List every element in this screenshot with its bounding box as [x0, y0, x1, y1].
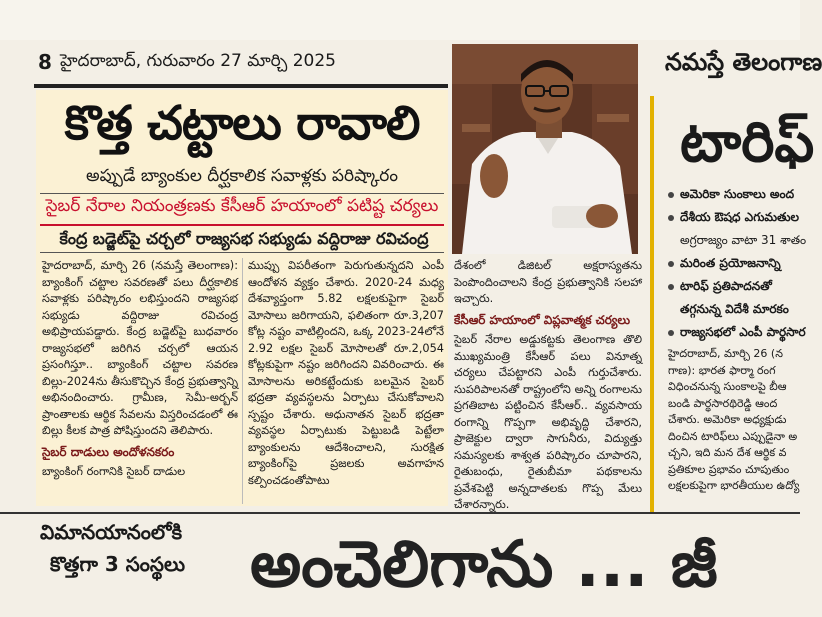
adjacent-page-masthead: నమస్తే తెలంగాణ	[665, 48, 822, 76]
col3-paragraph-1: దేశంలో డిజిటల్ అక్షరాస్యతను పెంపొందించాలని కేంద్ర ప్రభుత్వానికి సలహా ఇచ్చారు.	[454, 259, 642, 305]
right-body-line: చ్చని, ఇది మన దేశ ఆర్థిక వ	[668, 446, 787, 459]
article-column-3	[454, 258, 642, 511]
right-panel-body	[668, 346, 800, 495]
right-panel-bullet-list	[668, 183, 807, 344]
subhead-divider	[40, 193, 444, 194]
bullet-item: దేశీయ ఔషధ ఎగుమతుల	[668, 206, 800, 229]
right-body-line: గాణ): భారత ఫార్మా రంగ	[668, 363, 776, 377]
bullet-item: మరింత ప్రయోజనాన్ని	[668, 252, 800, 275]
bullet-item: రాజ్యసభలో ఎంపీ పార్థసార	[668, 321, 800, 344]
column-divider-1	[242, 258, 243, 504]
bullet-dot-icon	[668, 330, 674, 336]
article-column-1	[42, 258, 238, 504]
next-article-headline-partial: అంచెలిగాను ... జీ	[250, 528, 718, 602]
bullet-item: అమెరికా సుంకాలు అంద	[668, 183, 800, 206]
mp-speaking-photo	[452, 44, 638, 254]
right-body-line: లక్షలకుపైగా భారతీయుల ఉద్యో	[668, 479, 800, 492]
bottom-teaser-line-2: కొత్తగా 3 సంస్థలు	[50, 552, 186, 576]
right-body-line: విధించనున్న సుంకాలపై బీఆ	[668, 380, 787, 393]
bullet-dot-icon	[668, 192, 674, 198]
page-top-band	[0, 0, 800, 40]
article-headline: కొత్త చట్టాలు రావాలి	[64, 96, 420, 151]
bullet-item: టారిఫ్ ప్రతిపాదనతో	[668, 275, 800, 298]
article-subheadline: అప్పుడే బ్యాంకుల దీర్ఘకాలిక సవాళ్లకు పరిష్కారం	[85, 166, 399, 186]
col1-paragraph-1: హైదరాబాద్, మార్చి 26 (నమస్తే తెలంగాణ): బ్యాంకింగ్ చట్టాల సవరణతో పలు దీర్ఘకాలిక సవాళ్లకు పరిష్కారం లభిస్తుందని రాజ్యసభ సభ్యుడు వద్దిరాజు రవిచంద్ర అభిప్రాయపడ్డారు. కేంద్ర బడ్జెట్‌పై బుధవారం రాజ్యసభలో జరిగిన చర్చలో ఆయన ప్రసంగిస్తూ.. బ్యాంకింగ్ చట్టాల సవరణ బిల్లు-2024ను తీసుకొచ్చిన కేంద్ర ప్రభుత్వాన్ని అభినందించారు. గ్రామీణ, సెమీ-అర్బన్ ప్రాంతాలకు ఆర్థిక సేవలను విస్తరించడంలో ఈ బిల్లు కీలక పాత్ర పోషిస్తుందని తెలిపారు.	[42, 259, 238, 437]
bullet-dot-icon	[668, 261, 674, 267]
right-body-line: ప్రతికూల ప్రభావం చూపుతుం	[668, 462, 790, 476]
article-column-2	[248, 258, 444, 504]
bullet-dot-icon	[668, 215, 674, 221]
col3-paragraph-2: సైబర్ నేరాల అడ్డుకట్టకు తెలంగాణ తొలి ముఖ్యమంత్రి కేసీఆర్ పలు వినూత్న చర్యలు చేపట్టారని ఎంపీ గుర్తుచేశారు. సుపరిపాలనతో రాష్ట్రంలోని అన్ని రంగాలను ప్రగతిబాట పట్టించిన కేసీఆర్.. వ్యవసాయ రంగాన్ని గొప్పగా అభివృద్ధి చేశారని, ప్రాజెక్టుల ద్వారా సాగునీరు, విద్యుత్తు సమస్యలకు శాశ్వత పరిష్కారం చూపారని, రైతుబంధు, రైతుబీమా పథకాలను ప్రవేశపెట్టి అన్నదాతలకు గొప్ప మేలు చేశారన్నారు.	[454, 333, 642, 511]
article-deck: కేంద్ర బడ్జెట్‌పై చర్చలో రాజ్యసభ సభ్యుడు వద్దిరాజు రవిచంద్ర	[59, 229, 429, 248]
headline-top-rule	[34, 84, 448, 88]
bullet-item-continuation: అగ్రరాజ్యం వాటా 31 శాతం	[680, 233, 807, 247]
deck-divider	[40, 252, 444, 253]
article-highlight-line: సైబర్ నేరాల నియంత్రణకు కేసీఆర్ హయాంలో పటిష్ట చర్యలు	[45, 196, 439, 216]
right-body-line: హైదరాబాద్, మార్చి 26 (న	[668, 347, 783, 360]
bullet-dot-icon	[668, 284, 674, 290]
dateline: హైదరాబాద్, గురువారం 27 మార్చి 2025	[60, 51, 336, 71]
right-body-line: దించిన టారిఫ్‌లు ఎప్పుడైనా అ	[668, 429, 798, 443]
right-body-line: బండి పార్థసారథిరెడ్డి ఆంద	[668, 396, 778, 410]
col1-paragraph-2: బ్యాంకింగ్ రంగానికి సైబర్ దాడుల	[42, 465, 186, 478]
bullet-item-continuation: తగ్గనున్న విదేశీ మారకం	[680, 302, 789, 316]
page-number: 8	[38, 50, 52, 74]
right-body-line: చేశారు. అమెరికా అధ్యక్షుడు	[668, 413, 787, 426]
mp-photo-illustration	[452, 44, 638, 254]
col1-subheading: సైబర్ దాడులు అందోళనకరం	[42, 444, 175, 459]
bottom-teaser-line-1: విమానయానంలోకి	[40, 520, 183, 544]
col3-subheading: కేసీఆర్ హయాంలో విప్లవాత్మక చర్యలు	[454, 312, 631, 327]
highlight-divider	[40, 224, 444, 226]
col2-paragraph-1: ముప్పు విపరీతంగా పెరుగుతున్నదని ఎంపీ ఆందోళన వ్యక్తం చేశారు. 2020-24 మధ్య దేశవ్యాప్తంగా 5.82 లక్షలకుపైగా సైబర్ మోసాలు జరిగాయని, ఫలితంగా రూ.3,207 కోట్ల నష్టం వాటిల్లిందని, ఒక్క 2023-24లోనే 2.92 లక్షల సైబర్ మోసాలతో రూ.2,054 కోట్లకుపైగా నష్టం జరిగిందని వివరించారు. ఈ మోసాలను అరికట్టేందుకు బలమైన సైబర్ భద్రతా వ్యవస్థలను ఏర్పాటు చేసుకోవాలని స్పష్టం చేశారు. అధునాతన సైబర్ భద్రతా వ్యవస్థల ఏర్పాటుకు పెట్టుబడి పెట్టేలా బ్యాంకులను ఆదేశించాలని, సురక్షిత బ్యాంకింగ్‌పై ప్రజలకు అవగాహన కల్పించడంతోపాటు	[248, 259, 444, 487]
right-panel-accent-bar	[650, 96, 654, 512]
bottom-section-rule	[0, 512, 800, 514]
right-panel-headline: టారిఫ్	[680, 110, 815, 175]
